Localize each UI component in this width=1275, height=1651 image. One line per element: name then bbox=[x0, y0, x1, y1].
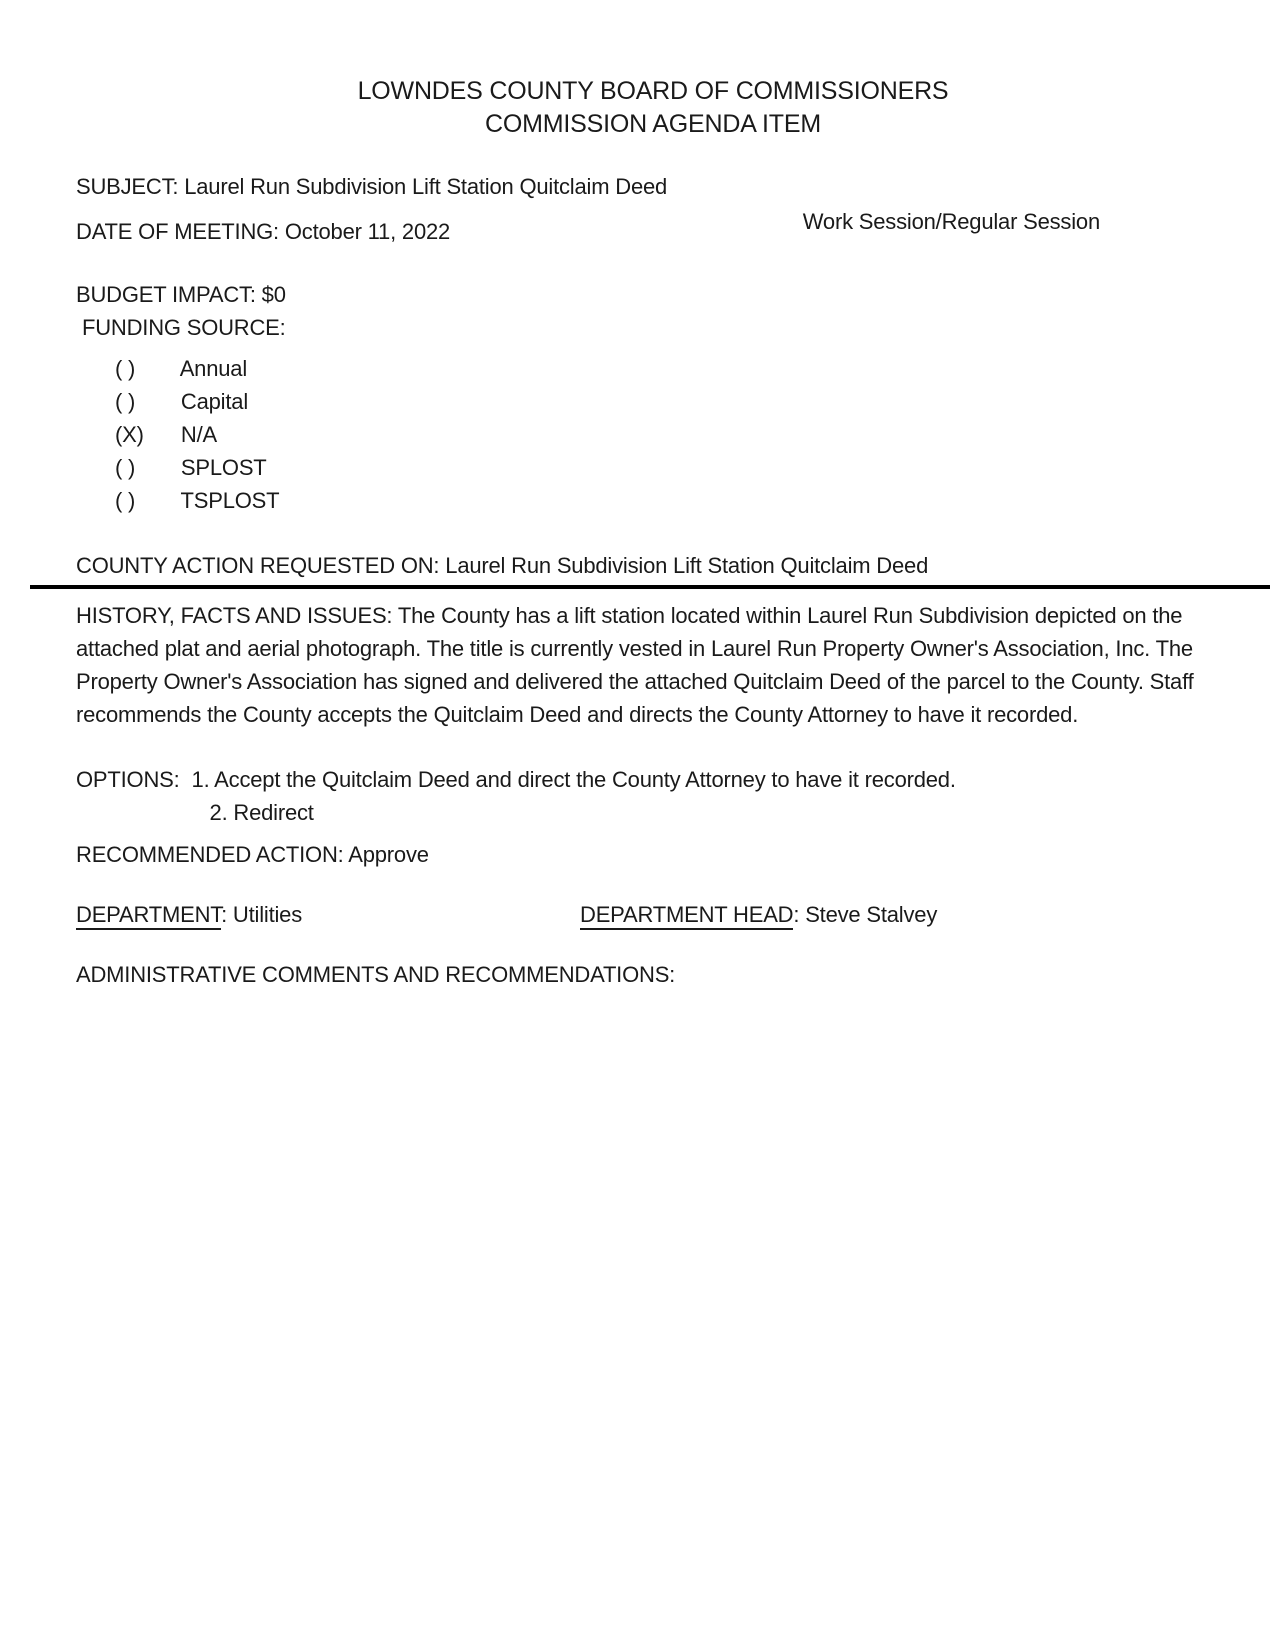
funding-option-na bbox=[76, 418, 1230, 451]
document-header bbox=[76, 75, 1230, 141]
county-action-label: COUNTY ACTION REQUESTED ON: bbox=[76, 553, 440, 578]
checkbox-annual: ( ) bbox=[115, 356, 136, 381]
meeting-date-value: October 11, 2022 bbox=[284, 219, 451, 244]
option-item-1: 1. Accept the Quitclaim Deed and direct the County Attorney to have it recorded. bbox=[191, 767, 956, 792]
funding-option-label: Capital bbox=[180, 389, 249, 414]
subject-line bbox=[76, 170, 1230, 203]
department-row bbox=[76, 898, 1230, 931]
county-action-value: Laurel Run Subdivision Lift Station Quitclaim Deed bbox=[445, 553, 929, 578]
funding-option-annual bbox=[76, 352, 1230, 385]
recommended-action-value: Approve bbox=[348, 842, 429, 867]
department-head-field bbox=[580, 898, 937, 931]
funding-options-list bbox=[76, 352, 1230, 517]
budget-impact-line bbox=[76, 278, 1230, 311]
funding-option-label: SPLOST bbox=[180, 455, 267, 480]
checkbox-capital: ( ) bbox=[115, 389, 136, 414]
checkbox-na-checked: (X) bbox=[115, 422, 144, 447]
funding-option-tsplost bbox=[76, 484, 1230, 517]
session-type: Work Session/Regular Session bbox=[802, 209, 1100, 234]
funding-option-capital bbox=[76, 385, 1230, 418]
admin-comments-label: ADMINISTRATIVE COMMENTS AND RECOMMENDATIONS: bbox=[76, 962, 676, 987]
department-head-label: DEPARTMENT HEAD bbox=[580, 902, 793, 930]
history-text: The County has a lift station located within Laurel Run Subdivision depicted on the attached plat and aerial photograph. The title is currently vested in Laurel Run Property Owner's Association, Inc. The Property Owner's Association has signed and delivered the attached Quitclaim Deed of the parcel to the County. Staff recommends the County accepts the Quitclaim Deed and directs the County Attorney to have it recorded. bbox=[76, 603, 1194, 727]
history-label: HISTORY, FACTS AND ISSUES: bbox=[76, 603, 393, 628]
checkbox-splost: ( ) bbox=[115, 455, 136, 480]
checkbox-tsplost: ( ) bbox=[115, 488, 136, 513]
county-action-line bbox=[76, 551, 1230, 581]
subject-label: SUBJECT: bbox=[76, 174, 179, 199]
meeting-date-label: DATE OF MEETING: bbox=[76, 219, 279, 244]
funding-source-line bbox=[76, 311, 1230, 344]
funding-option-label: N/A bbox=[180, 422, 217, 447]
department-head-value: : Steve Stalvey bbox=[793, 902, 938, 927]
title-line-2: COMMISSION AGENDA ITEM bbox=[485, 110, 821, 138]
admin-comments-line bbox=[76, 958, 1230, 991]
recommended-action-label: RECOMMENDED ACTION: bbox=[76, 842, 344, 867]
recommended-action-line bbox=[76, 838, 1230, 871]
meeting-date bbox=[76, 219, 450, 244]
department-value: : Utilities bbox=[221, 902, 303, 927]
budget-impact-label: BUDGET IMPACT: bbox=[76, 282, 256, 307]
funding-option-splost bbox=[76, 451, 1230, 484]
title-line-1: LOWNDES COUNTY BOARD OF COMMISSIONERS bbox=[357, 77, 949, 105]
history-paragraph bbox=[76, 599, 1230, 731]
horizontal-rule bbox=[30, 585, 1270, 589]
date-row bbox=[76, 209, 1230, 248]
options-section bbox=[76, 763, 1230, 829]
department-label: DEPARTMENT bbox=[76, 902, 221, 930]
options-label: OPTIONS: bbox=[76, 767, 180, 792]
subject-value: Laurel Run Subdivision Lift Station Quitclaim Deed bbox=[184, 174, 668, 199]
option-item-2: 2. Redirect bbox=[209, 800, 314, 825]
funding-option-label: Annual bbox=[179, 356, 248, 381]
funding-source-label: FUNDING SOURCE: bbox=[82, 315, 286, 340]
department-field bbox=[76, 902, 302, 930]
options-items bbox=[192, 763, 956, 829]
budget-impact-value: $0 bbox=[261, 282, 286, 307]
funding-option-label: TSPLOST bbox=[180, 488, 280, 513]
